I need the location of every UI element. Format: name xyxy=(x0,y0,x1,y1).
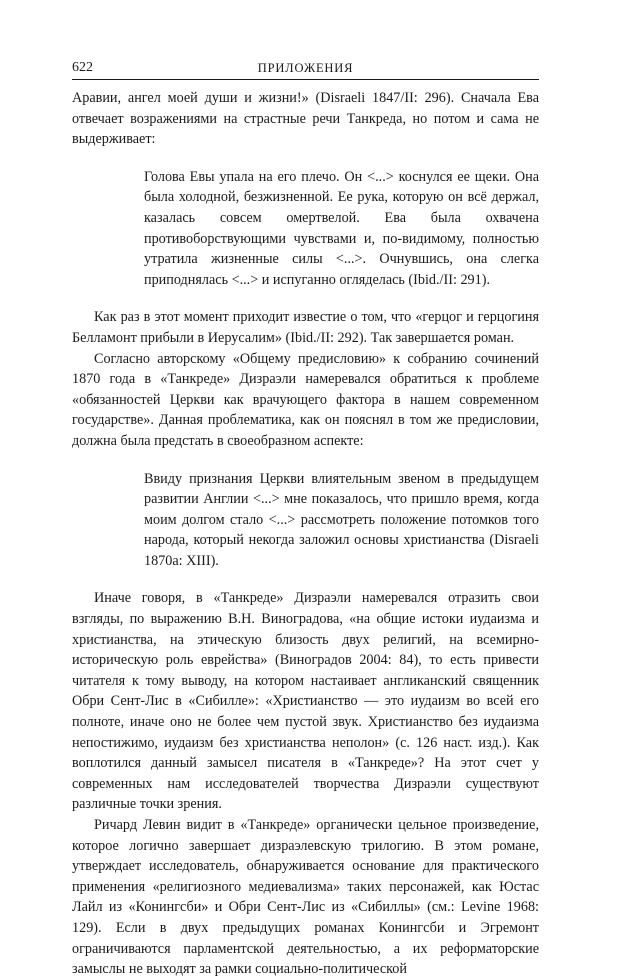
paragraph: Иначе говоря, в «Танкреде» Дизраэли намеревался отразить свои взгляды, по выражению В.Н. Виноградова, «на общие истоки иудаизма и христианства, на этическую близость двух религий, на всемирно-историческую роль еврейства» (Виноградов 2004: 84), то есть привести читателя к тому выводу, на котором настаивает англиканский священник Обри Сент-Лис в «Сибилле»: «Христианство — это иудаизм во всей его полноте, иначе оно не более чем пустой звук. Христианство без иудаизма непостижимо, иудаизм без христианства неполон» (с. 126 наст. изд.). Как воплотился данный замысел писателя в «Танкреде»? На этот счет у современных нам исследователей творчества Дизраэли существуют различные точки зрения. xyxy=(72,590,539,813)
block-quote-eva: Голова Евы упала на его плечо. Он <...> коснулся ее щеки. Она была холодной, безжизненной. Ее рука, которую он всё держал, казалась совсем омертвелой. Ева была охвачена противоборствующими чувствами и, по-видимому, полностью утратила жизненные силы <...>. Очнувшись, она слегка приподнялась <...> и испуганно огляделась (Ibid./II: 291). xyxy=(144,168,539,288)
block-quote-preface: Ввиду признания Церкви влиятельным звеном в предыдущем развитии Англии <...> мне показалось, что пришло время, когда моим долгом стало <...> рассмотреть положение потомков того народа, который некогда заложил основы христианства (Disraeli 1870a: XIII). xyxy=(144,470,539,569)
paragraph: Ричард Левин видит в «Танкреде» органически цельное произведение, которое логично завершает дизраэлевскую трилогию. В этом романе, утверждает исследователь, обнаруживается основание для практического применения «религиозного медиевализма» таких персонажей, как Юстас Лайл из «Конингсби» и Обри Сент-Лис из «Сибиллы» (см.: Levine 1968: 129). Если в двух предыдущих романах Конингсби и Эгремонт ограничиваются парламентской деятельностью, а их реформаторские замыслы не выходят за рамки социально-политической xyxy=(72,817,539,978)
paragraph: Как раз в этот момент приходит известие о том, что «герцог и герцогиня Белламонт прибыли в Иерусалим» (Ibid./II: 292). Так завершается роман. xyxy=(72,309,539,346)
page-number: 622 xyxy=(72,60,93,75)
paragraph: Согласно авторскому «Общему предисловию» к собранию сочинений 1870 года в «Танкреде» Дизраэли намеревался обратиться к проблеме «обязанностей Церкви как врачующего фактора в нашем современном государстве». Данная проблематика, как он пояснял в том же предисловии, должна была предстать в своеобразном аспекте: xyxy=(72,350,539,449)
paragraph-continued: Аравии, ангел моей души и жизни!» (Disraeli 1847/II: 296). Сначала Ева отвечает возражениями на страстные речи Танкреда, но потом и сама не выдерживает: xyxy=(72,90,539,148)
body-text xyxy=(72,88,539,980)
section-title: ПРИЛОЖЕНИЯ xyxy=(257,61,354,75)
header-rule xyxy=(72,79,539,80)
